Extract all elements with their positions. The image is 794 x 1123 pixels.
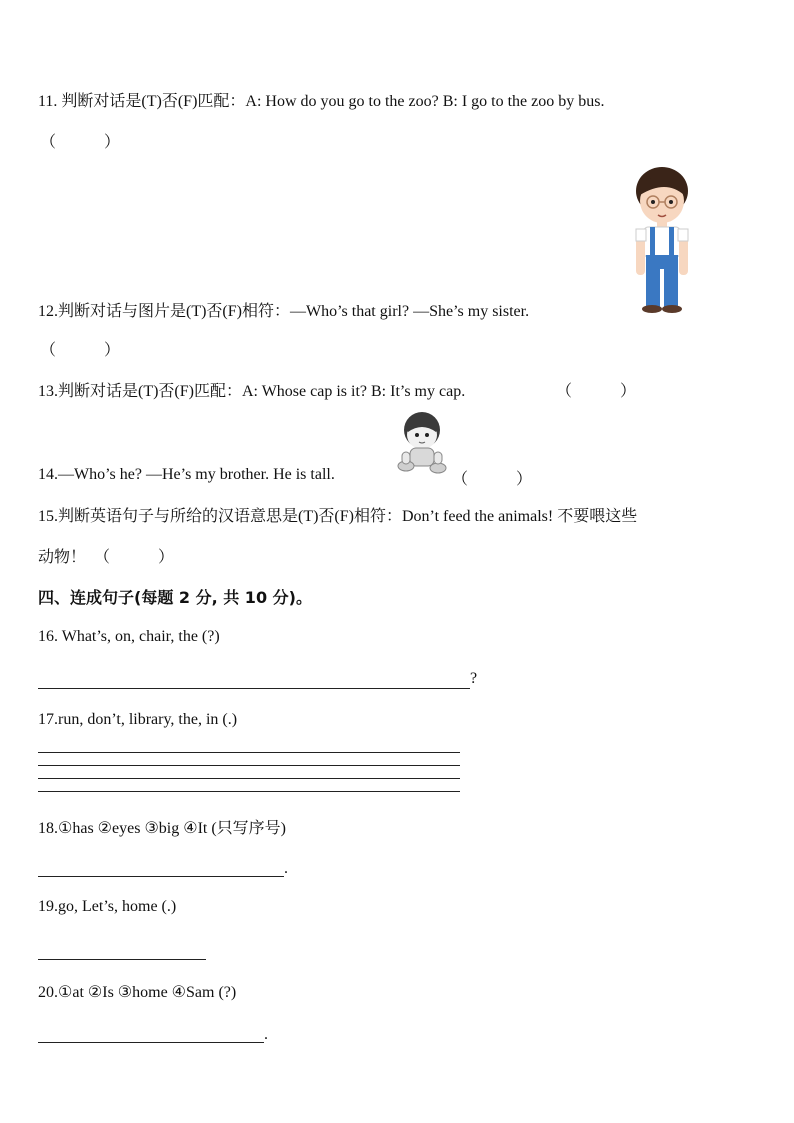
q13-blank[interactable]: （ ）	[556, 383, 637, 400]
baby-figure-icon	[396, 410, 450, 485]
q15-blank[interactable]: （ ）	[94, 549, 175, 566]
q16-text: 16. What’s, on, chair, the (?)	[38, 628, 220, 645]
q11-blank[interactable]: （ ）	[40, 134, 121, 151]
boy-figure-icon	[626, 165, 698, 320]
q14-blank[interactable]: （ ）	[452, 471, 533, 488]
q20-end-mark: .	[264, 1026, 268, 1043]
q19-text: 19.go, Let’s, home (.)	[38, 898, 177, 915]
q14-text: 14.—Who’s he? —He’s my brother. He is tall.	[38, 466, 335, 483]
q17-answer-line-3[interactable]	[38, 778, 460, 779]
q20-answer-line[interactable]	[38, 1042, 264, 1043]
q15-text: 15.判断英语句子与所给的汉语意思是(T)否(F)相符：Don’t feed the animals! 不要喂这些	[38, 508, 638, 525]
q17-answer-line-1[interactable]	[38, 752, 460, 753]
q12-text: 12.判断对话与图片是(T)否(F)相符：—Who’s that girl? —She’s my sister.	[38, 303, 530, 320]
q15-text-continued: 动物！	[38, 549, 87, 566]
section-heading: 四、连成句子(每题 2 分, 共 10 分)。	[38, 588, 312, 607]
q17-answer-line-4[interactable]	[38, 791, 460, 792]
q18-answer-line[interactable]	[38, 876, 284, 877]
q11-text: 11. 判断对话是(T)否(F)匹配：A: How do you go to the zoo? B: I go to the zoo by bus.	[38, 93, 605, 110]
q18-text: 18.①has ②eyes ③big ④It (只写序号)	[38, 820, 287, 837]
q18-end-mark: .	[284, 860, 288, 877]
q17-text: 17.run, don’t, library, the, in (.)	[38, 711, 238, 728]
q16-answer-line[interactable]	[38, 688, 470, 689]
q20-text: 20.①at ②Is ③home ④Sam (?)	[38, 984, 237, 1001]
q12-blank[interactable]: （ ）	[40, 342, 121, 359]
q17-answer-line-2[interactable]	[38, 765, 460, 766]
q19-answer-line[interactable]	[38, 959, 206, 960]
q13-text: 13.判断对话是(T)否(F)匹配：A: Whose cap is it? B: It’s my cap.	[38, 383, 466, 400]
q16-end-mark: ?	[470, 670, 478, 687]
